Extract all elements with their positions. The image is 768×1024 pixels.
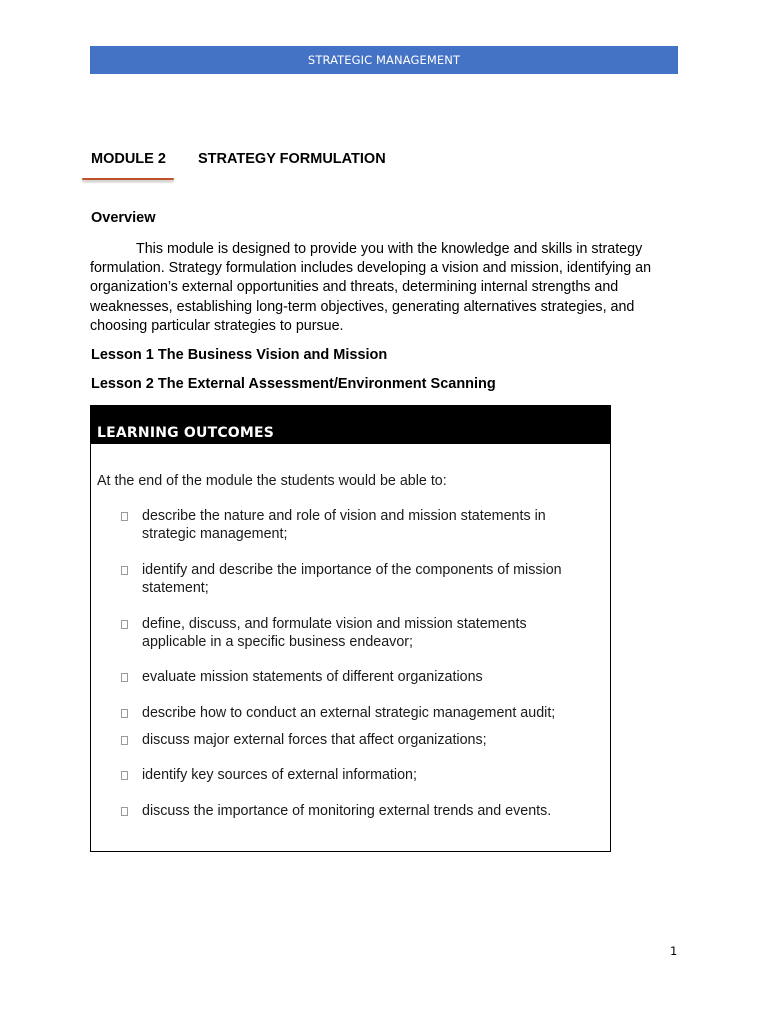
- lesson-1-title: Lesson 1 The Business Vision and Mission: [91, 347, 388, 363]
- outcome-item: [121, 616, 571, 651]
- outcome-item: [121, 803, 571, 821]
- heading-underline: [82, 178, 174, 180]
- overview-heading: Overview: [91, 210, 156, 226]
- learning-outcomes-intro: At the end of the module the students would be able to:: [97, 473, 447, 489]
- lesson-2-title: Lesson 2 The External Assessment/Environment Scanning: [91, 376, 496, 392]
- checkbox-bullet-icon: [121, 566, 128, 575]
- outcome-text: identify and describe the importance of the components of mission statement;: [142, 562, 562, 596]
- outcome-item: [121, 767, 571, 785]
- outcome-item: [121, 669, 571, 687]
- checkbox-bullet-icon: [121, 771, 128, 780]
- checkbox-bullet-icon: [121, 709, 128, 718]
- outcome-item: [121, 562, 571, 597]
- outcome-text: identify key sources of external information;: [142, 767, 417, 783]
- outcome-text: define, discuss, and formulate vision and mission statements applicable in a specific business endeavor;: [142, 616, 527, 650]
- outcome-text: evaluate mission statements of different organizations: [142, 669, 483, 685]
- outcome-text: describe how to conduct an external strategic management audit;: [142, 705, 556, 721]
- checkbox-bullet-icon: [121, 620, 128, 629]
- checkbox-bullet-icon: [121, 673, 128, 682]
- document-header: [90, 46, 678, 74]
- module-number: MODULE 2: [91, 151, 166, 167]
- outcome-item: [121, 508, 571, 543]
- checkbox-bullet-icon: [121, 512, 128, 521]
- overview-paragraph: This module is designed to provide you with the knowledge and skills in strategy formulation. Strategy formulation includes developing a vision and mission, identifying an organization’s external opportunities and threats, determining internal strengths and weaknesses, establishing long-term objectives, generating alternatives strategies, and choosing particular strategies to pursue.: [90, 241, 652, 334]
- checkbox-bullet-icon: [121, 807, 128, 816]
- checkbox-bullet-icon: [121, 736, 128, 745]
- module-heading: [91, 151, 386, 167]
- learning-outcomes-heading: LEARNING OUTCOMES: [91, 406, 610, 444]
- module-title: STRATEGY FORMULATION: [198, 151, 386, 167]
- outcome-item: [121, 705, 571, 723]
- outcome-text: discuss major external forces that affect organizations;: [142, 732, 487, 748]
- learning-outcomes-box: [90, 405, 611, 852]
- document-header-title: STRATEGIC MANAGEMENT: [307, 53, 461, 67]
- outcome-text: describe the nature and role of vision and mission statements in strategic management;: [142, 508, 546, 542]
- page-number: 1: [670, 944, 678, 958]
- outcome-item: [121, 732, 571, 750]
- outcome-text: discuss the importance of monitoring external trends and events.: [142, 803, 552, 819]
